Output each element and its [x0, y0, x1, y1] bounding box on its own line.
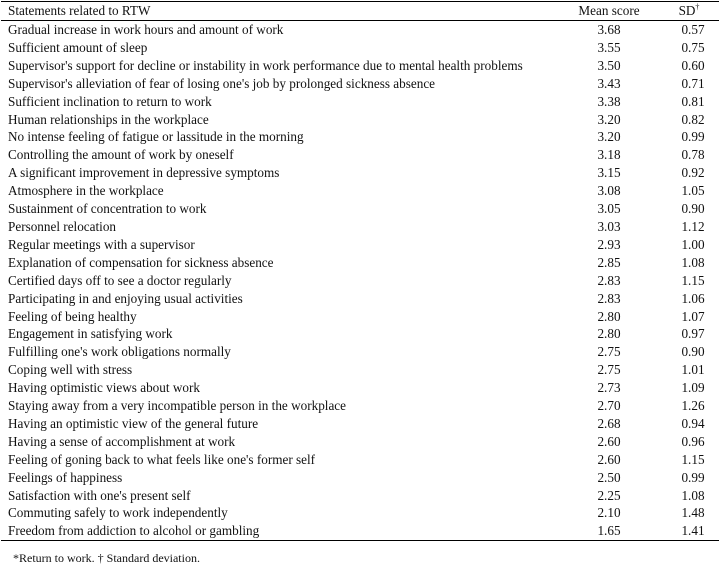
- table-row: [1, 128, 719, 146]
- table-figure: [0, 1, 720, 569]
- sd-cell: 1.08: [681, 254, 705, 270]
- table-row: [1, 308, 719, 326]
- mean-score-cell: 2.75: [597, 362, 621, 378]
- table-row: [1, 361, 719, 379]
- sd-cell: 1.15: [681, 272, 705, 288]
- mean-score-cell: 3.55: [597, 39, 621, 55]
- statement-cell: Staying away from a very incompatible person in the workplace: [8, 398, 347, 414]
- table-row: [1, 200, 719, 218]
- table-row: [1, 325, 719, 343]
- mean-score-cell: 2.10: [597, 505, 621, 521]
- table-row: [1, 272, 719, 290]
- table-row: [1, 164, 719, 182]
- sd-cell: 0.96: [681, 433, 705, 449]
- statement-cell: Explanation of compensation for sickness absence: [8, 254, 274, 270]
- mean-score-cell: 2.85: [597, 254, 621, 270]
- table-row: [1, 379, 719, 397]
- statement-cell: Supervisor's alleviation of fear of losing one's job by prolonged sickness absence: [8, 75, 436, 91]
- mean-score-cell: 2.83: [597, 290, 621, 306]
- table-row: [1, 415, 719, 433]
- table-row: [1, 487, 719, 505]
- mean-score-cell: 3.03: [597, 218, 621, 234]
- statement-cell: Atmosphere in the workplace: [8, 183, 164, 199]
- header-sd-label: SD: [678, 3, 696, 18]
- sd-cell: 0.92: [681, 165, 705, 181]
- table-row: [1, 21, 719, 39]
- mean-score-cell: 1.65: [569, 522, 649, 540]
- table-row: [1, 522, 719, 540]
- table-row: [1, 433, 719, 451]
- mean-score-cell: 2.70: [597, 398, 621, 414]
- table-row: [1, 236, 719, 254]
- sd-cell: 0.90: [681, 201, 705, 217]
- table-row: [1, 75, 719, 93]
- sd-cell: 1.05: [681, 183, 705, 199]
- statement-cell: Freedom from addiction to alcohol or gambling: [1, 522, 569, 540]
- table-body: [1, 21, 719, 541]
- table-footnote: *Return to work. † Standard deviation.: [13, 551, 200, 565]
- statement-cell: Commuting safely to work independently: [8, 505, 228, 521]
- mean-score-cell: 2.73: [597, 380, 621, 396]
- header-mean-score: Mean score: [569, 2, 649, 21]
- sd-cell: 0.75: [681, 39, 705, 55]
- statement-cell: Sufficient inclination to return to work: [8, 93, 212, 109]
- mean-score-cell: 2.25: [597, 487, 621, 503]
- sd-cell: 1.08: [681, 487, 705, 503]
- statement-cell: Coping well with stress: [8, 362, 133, 378]
- table-row: [1, 111, 719, 129]
- sd-cell: 1.12: [681, 218, 705, 234]
- statement-cell: Human relationships in the workplace: [8, 111, 209, 127]
- sd-cell: 0.78: [681, 147, 705, 163]
- statement-cell: Sustainment of concentration to work: [8, 201, 207, 217]
- table-row: [1, 343, 719, 361]
- sd-cell: 0.82: [681, 111, 705, 127]
- statement-cell: Satisfaction with one's present self: [8, 487, 191, 503]
- mean-score-cell: 2.68: [597, 415, 621, 431]
- sd-cell: 1.15: [681, 451, 705, 467]
- mean-score-cell: 2.60: [597, 433, 621, 449]
- header-statement: Statements related to RTW: [1, 2, 569, 21]
- rtw-statements-table: [1, 1, 719, 541]
- mean-score-cell: 3.15: [597, 165, 621, 181]
- table-row: [1, 146, 719, 164]
- table-row: [1, 504, 719, 522]
- sd-cell: 1.26: [681, 398, 705, 414]
- statement-cell: Personnel relocation: [8, 218, 117, 234]
- header-sd: [649, 2, 719, 21]
- mean-score-cell: 2.80: [597, 308, 621, 324]
- sd-cell: 1.09: [681, 380, 705, 396]
- table-row: [1, 39, 719, 57]
- mean-score-cell: 3.20: [597, 129, 621, 145]
- statement-cell: Having a sense of accomplishment at work: [8, 433, 236, 449]
- mean-score-cell: 3.08: [597, 183, 621, 199]
- sd-cell: 0.97: [681, 326, 705, 342]
- table-header-row: [1, 2, 719, 21]
- statement-cell: Certified days off to see a doctor regularly: [8, 272, 232, 288]
- sd-cell: 1.07: [681, 308, 705, 324]
- sd-cell: 0.99: [681, 129, 705, 145]
- sd-cell: 1.01: [681, 362, 705, 378]
- mean-score-cell: 2.60: [597, 451, 621, 467]
- sd-cell: 0.60: [681, 57, 705, 73]
- header-sd-dagger: †: [695, 2, 700, 12]
- statement-cell: Feelings of happiness: [8, 469, 123, 485]
- statement-cell: Regular meetings with a supervisor: [8, 236, 195, 252]
- sd-cell: 0.71: [681, 75, 705, 91]
- sd-cell: 0.94: [681, 415, 705, 431]
- statement-cell: Having optimistic views about work: [8, 380, 200, 396]
- mean-score-cell: 3.38: [597, 93, 621, 109]
- statement-cell: Feeling of goning back to what feels like one's former self: [8, 451, 316, 467]
- statement-cell: Fulfilling one's work obligations normally: [8, 344, 231, 360]
- mean-score-cell: 2.80: [597, 326, 621, 342]
- sd-cell: 1.48: [681, 505, 705, 521]
- mean-score-cell: 3.20: [597, 111, 621, 127]
- sd-cell: 1.06: [681, 290, 705, 306]
- mean-score-cell: 2.93: [597, 236, 621, 252]
- mean-score-cell: 2.83: [597, 272, 621, 288]
- statement-cell: Having an optimistic view of the general future: [8, 415, 259, 431]
- table-row: [1, 469, 719, 487]
- table-row: [1, 182, 719, 200]
- mean-score-cell: 3.05: [597, 201, 621, 217]
- statement-cell: Participating in and enjoying usual activities: [8, 290, 243, 306]
- mean-score-cell: 2.75: [597, 344, 621, 360]
- statement-cell: Engagement in satisfying work: [8, 326, 173, 342]
- table-row: [1, 254, 719, 272]
- table-row: [1, 218, 719, 236]
- table-row: [1, 93, 719, 111]
- table-row: [1, 57, 719, 75]
- sd-cell: 1.41: [649, 522, 719, 540]
- statement-cell: No intense feeling of fatigue or lassitude in the morning: [8, 129, 304, 145]
- statement-cell: Feeling of being healthy: [8, 308, 137, 324]
- sd-cell: 0.57: [681, 22, 705, 37]
- statement-cell: Gradual increase in work hours and amount of work: [8, 22, 284, 37]
- table-row: [1, 451, 719, 469]
- sd-cell: 0.99: [681, 469, 705, 485]
- statement-cell: Supervisor's support for decline or instability in work performance due to mental health problems: [8, 57, 523, 73]
- mean-score-cell: 2.50: [597, 469, 621, 485]
- table-row: [1, 290, 719, 308]
- mean-score-cell: 3.43: [597, 75, 621, 91]
- statement-cell: Sufficient amount of sleep: [8, 39, 148, 55]
- statement-cell: A significant improvement in depressive symptoms: [8, 165, 280, 181]
- mean-score-cell: 3.18: [597, 147, 621, 163]
- sd-cell: 0.90: [681, 344, 705, 360]
- table-row: [1, 397, 719, 415]
- sd-cell: 1.00: [681, 236, 705, 252]
- sd-cell: 0.81: [681, 93, 705, 109]
- mean-score-cell: 3.68: [597, 22, 621, 37]
- statement-cell: Controlling the amount of work by oneself: [8, 147, 234, 163]
- mean-score-cell: 3.50: [597, 57, 621, 73]
